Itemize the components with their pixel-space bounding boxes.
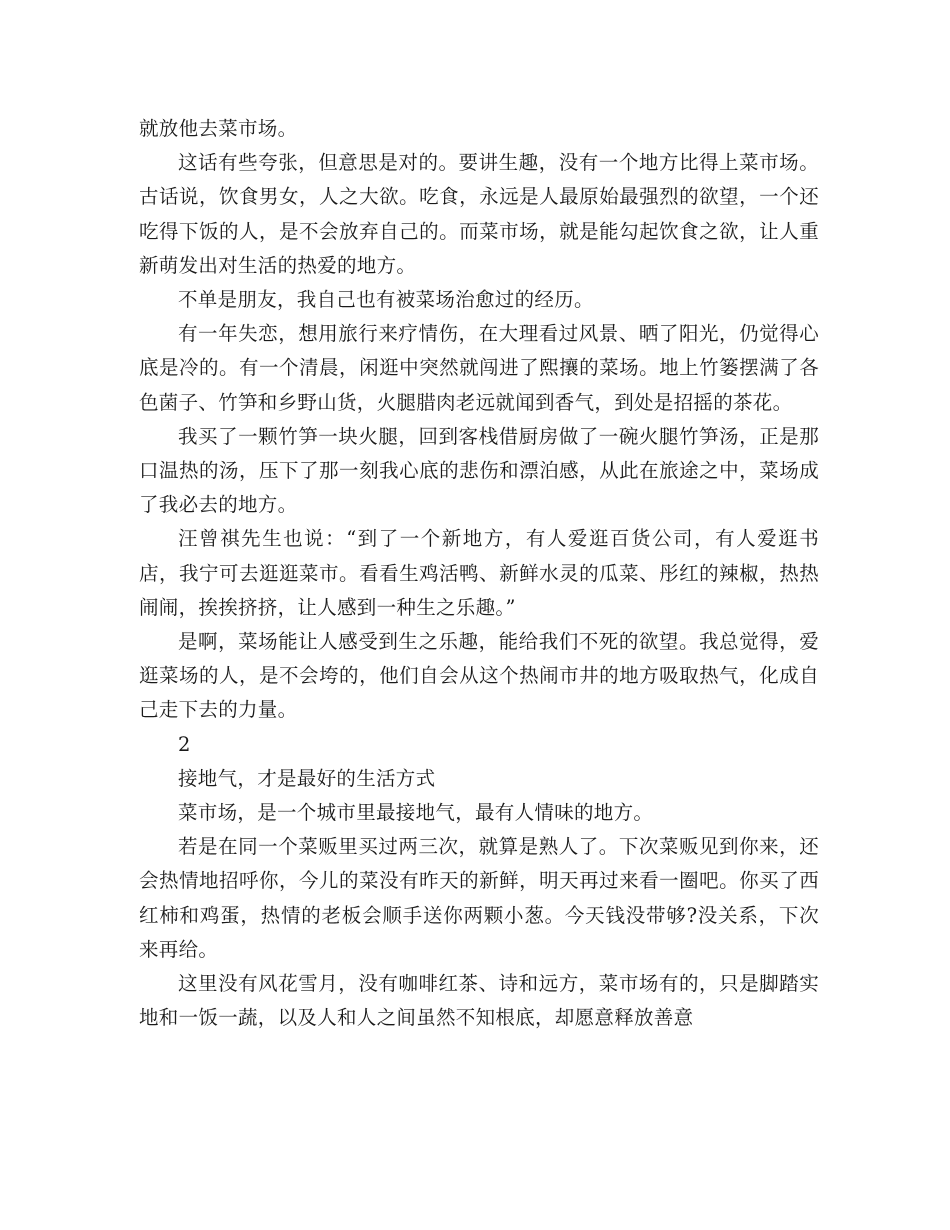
paragraph: 汪曾祺先生也说：“到了一个新地方，有人爱逛百货公司，有人爱逛书店，我宁可去逛逛菜市。看看生鸡活鸭、新鲜水灵的瓜菜、彤红的辣椒，热热闹闹，挨挨挤挤，让人感到一种生之乐趣。” [139, 527, 819, 619]
paragraph: 菜市场，是一个城市里最接地气，最有人情味的地方。 [178, 801, 654, 825]
paragraph: 就放他去菜市场。 [139, 117, 298, 140]
paragraph: 这话有些夸张，但意思是对的。要讲生趣，没有一个地方比得上菜市场。古话说，饮食男女，人之大欲。吃食，永远是人最原始最强烈的欲望，一个还吃得下饭的人，是不会放弃自己的。而菜市场，就是能勾起饮食之欲，让人重新萌发出对生活的热爱的地方。 [139, 151, 819, 277]
paragraph: 不单是朋友，我自己也有被菜场治愈过的经历。 [178, 288, 594, 312]
section-number: 2 [178, 732, 191, 756]
paragraph: 我买了一颗竹笋一块火腿，回到客栈借厨房做了一碗火腿竹笋汤，正是那口温热的汤，压下了那一刻我心底的悲伤和漂泊感，从此在旅途之中，菜场成了我必去的地方。 [139, 424, 819, 517]
article-body [139, 112, 819, 1035]
paragraph: 这里没有风花雪月，没有咖啡红茶、诗和远方，菜市场有的，只是脚踏实地和一饭一蔬，以及人和人之间虽然不知根底，却愿意释放善意 [139, 972, 819, 1030]
paragraph: 是啊，菜场能让人感受到生之乐趣，能给我们不死的欲望。我总觉得，爱逛菜场的人，是不会垮的，他们自会从这个热闹市井的地方吸取热气，化成自己走下去的力量。 [139, 630, 819, 722]
paragraph: 若是在同一个菜贩里买过两三次，就算是熟人了。下次菜贩见到你来，还会热情地招呼你，今儿的菜没有昨天的新鲜，明天再过来看一圈吧。你买了西红柿和鸡蛋，热情的老板会顺手送你两颗小葱。今天钱没带够?没关系，下次来再给。 [139, 835, 819, 961]
paragraph: 有一年失恋，想用旅行来疗情伤，在大理看过风景、晒了阳光，仍觉得心底是冷的。有一个清晨，闲逛中突然就闯进了熙攘的菜场。地上竹篓摆满了各色菌子、竹笋和乡野山货，火腿腊肉老远就闻到香气，到处是招摇的茶花。 [139, 322, 819, 414]
section-heading: 接地气，才是最好的生活方式 [178, 766, 436, 790]
